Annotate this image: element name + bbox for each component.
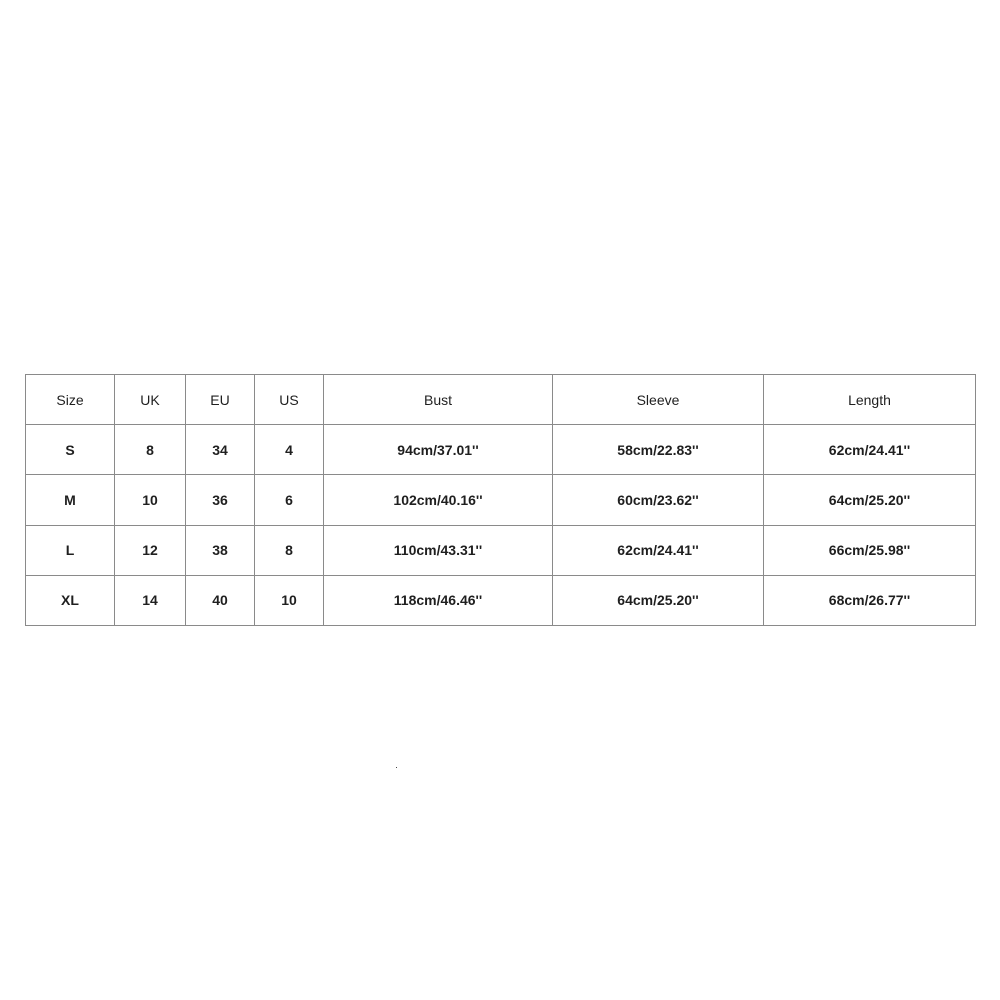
cell-uk: 10 — [115, 475, 186, 525]
cell-bust: 94cm/37.01'' — [324, 425, 553, 475]
header-length: Length — [764, 375, 976, 425]
header-bust: Bust — [324, 375, 553, 425]
cell-bust: 102cm/40.16'' — [324, 475, 553, 525]
table-row — [26, 525, 976, 575]
cell-us: 10 — [255, 575, 324, 625]
cell-length: 64cm/25.20'' — [764, 475, 976, 525]
cell-length: 66cm/25.98'' — [764, 525, 976, 575]
cell-eu: 36 — [186, 475, 255, 525]
header-size: Size — [26, 375, 115, 425]
table-row — [26, 575, 976, 625]
cell-size: L — [26, 525, 115, 575]
cell-eu: 38 — [186, 525, 255, 575]
cell-uk: 8 — [115, 425, 186, 475]
table-row — [26, 425, 976, 475]
cell-bust: 110cm/43.31'' — [324, 525, 553, 575]
cell-us: 8 — [255, 525, 324, 575]
cell-eu: 40 — [186, 575, 255, 625]
header-eu: EU — [186, 375, 255, 425]
header-uk: UK — [115, 375, 186, 425]
cell-eu: 34 — [186, 425, 255, 475]
cell-uk: 12 — [115, 525, 186, 575]
cell-size: S — [26, 425, 115, 475]
stray-dot — [396, 767, 397, 768]
cell-bust: 118cm/46.46'' — [324, 575, 553, 625]
cell-length: 68cm/26.77'' — [764, 575, 976, 625]
cell-size: M — [26, 475, 115, 525]
cell-sleeve: 62cm/24.41'' — [553, 525, 764, 575]
header-sleeve: Sleeve — [553, 375, 764, 425]
cell-sleeve: 64cm/25.20'' — [553, 575, 764, 625]
cell-us: 4 — [255, 425, 324, 475]
table-body — [26, 425, 976, 626]
cell-us: 6 — [255, 475, 324, 525]
header-row — [26, 375, 976, 425]
table-header — [26, 375, 976, 425]
cell-length: 62cm/24.41'' — [764, 425, 976, 475]
size-chart-table — [25, 374, 976, 626]
cell-sleeve: 58cm/22.83'' — [553, 425, 764, 475]
table-row — [26, 475, 976, 525]
header-us: US — [255, 375, 324, 425]
cell-size: XL — [26, 575, 115, 625]
cell-sleeve: 60cm/23.62'' — [553, 475, 764, 525]
cell-uk: 14 — [115, 575, 186, 625]
